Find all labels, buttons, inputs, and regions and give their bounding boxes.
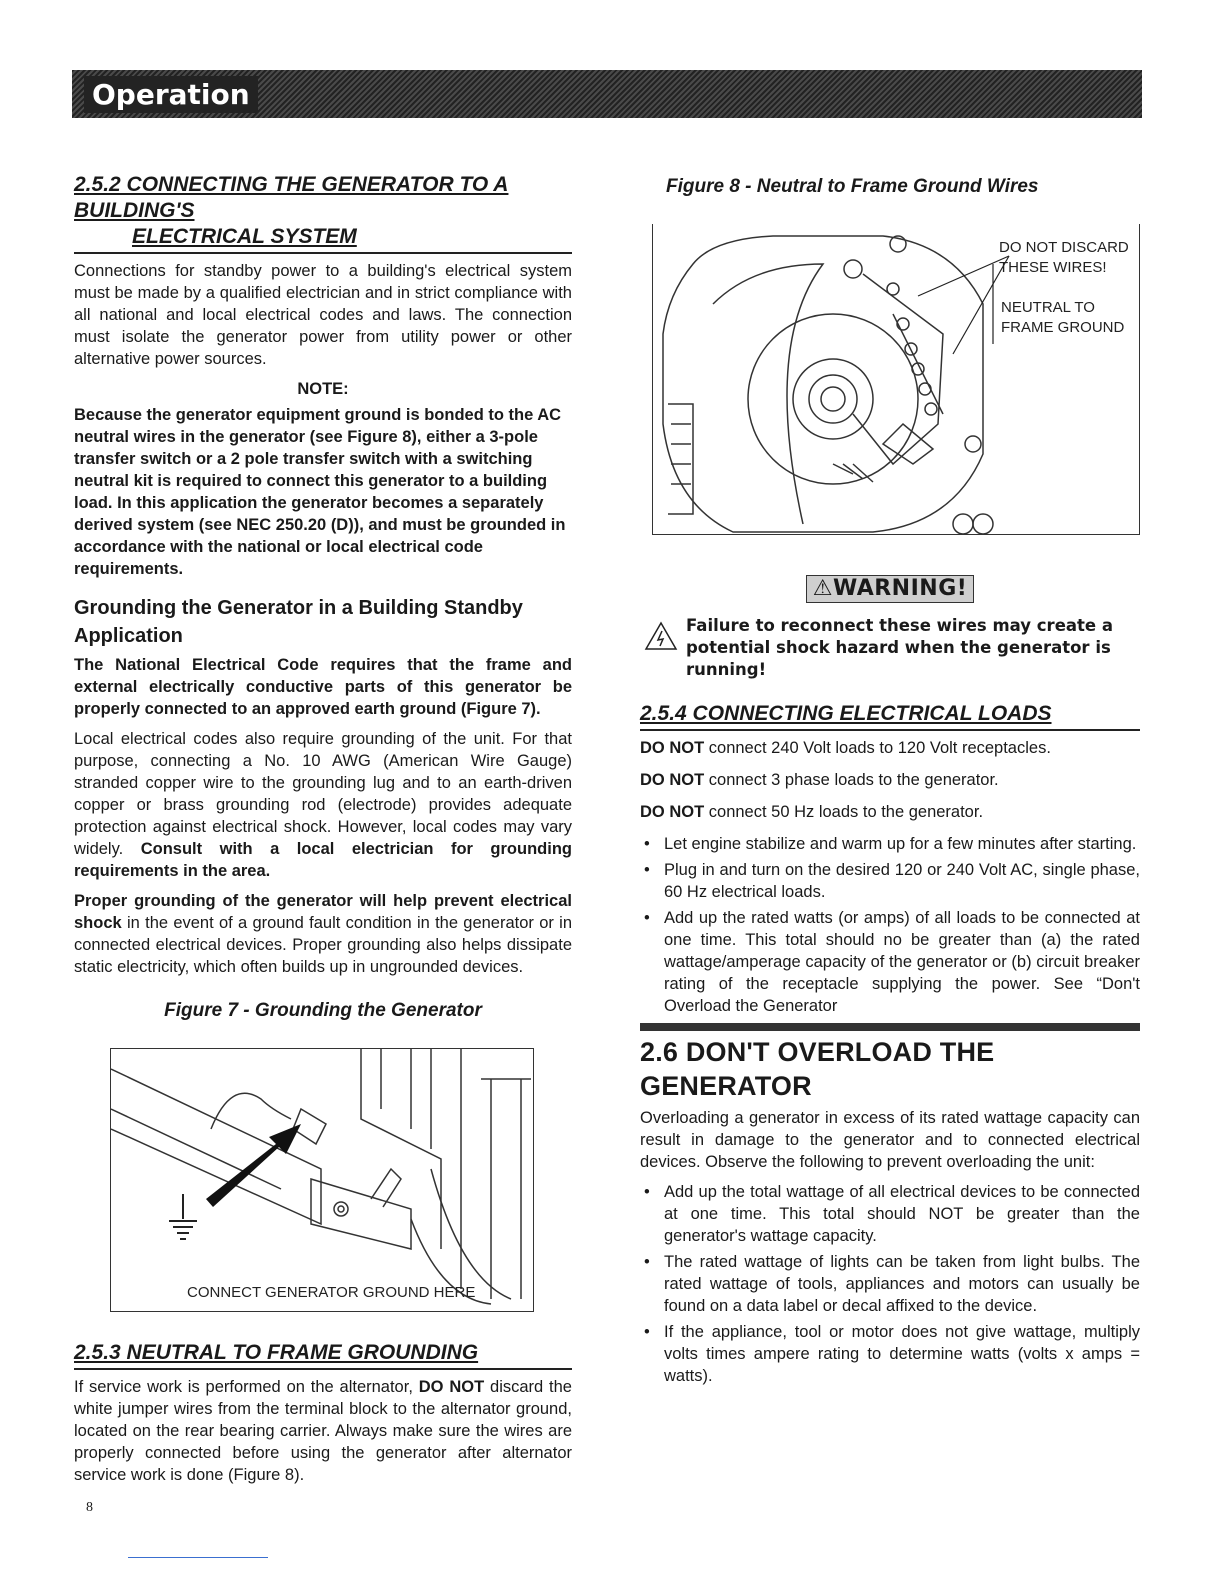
shock-hazard-icon xyxy=(644,621,678,651)
warning-badge-wrap xyxy=(640,575,1140,603)
section-2-5-3-heading: 2.5.3 NEUTRAL TO FRAME GROUNDING xyxy=(74,1340,572,1370)
figure-8-label-neutral-to-frame: NEUTRAL TO FRAME GROUND xyxy=(1001,299,1125,336)
grounding-paragraph-2: Local electrical codes also require grounding of the unit. For that purpose, connecting a No. 10 AWG (American Wire Gauge) stranded copper wire to the grounding lug and to an earth-driven copper or brass grounding rod (electrode) provides adequate protection against electrical shock. However, local codes may vary widely. Consult with a local electrician for grounding requirements in the area. xyxy=(74,730,572,880)
section-2-5-3-paragraph: If service work is performed on the alternator, DO NOT discard the white jumper wires from the terminal block to the alternator ground, located on the rear bearing carrier. Always make sure the wires are properly connected before using the generator after alternator service work is done (Figure 8). xyxy=(74,1378,572,1484)
list-item: • If the appliance, tool or motor does not give wattage, multiply volts times ampere rating to determine watts (volts x amps = watts). xyxy=(640,1321,1140,1387)
warning-badge: ⚠WARNING! xyxy=(806,575,975,603)
rule-3: DO NOT connect 50 Hz loads to the generator. xyxy=(640,803,984,821)
rule-2: DO NOT connect 3 phase loads to the generator. xyxy=(640,771,999,789)
grounding-paragraph-3: Proper grounding of the generator will help prevent electrical shock in the event of a ground fault condition in the generator or in connected electrical devices. Proper grounding also helps dissipate static electricity, which often builds up in ungrounded devices. xyxy=(74,892,572,976)
list-item: • Let engine stabilize and warm up for a few minutes after starting. xyxy=(640,833,1140,855)
list-item: • Add up the rated watts (or amps) of all loads to be connected at one time. This total should no be greater than (a) the rated wattage/amperage capacity of the generator or (b) circuit breaker rating of the receptacle supplying the power. See “Don't Overload the Generator xyxy=(640,907,1140,1017)
figure-8-alternator-illustration xyxy=(652,224,1140,535)
loads-bullet-list xyxy=(640,833,1140,1017)
warning-message: Failure to reconnect these wires may create a potential shock hazard when the generator is running! xyxy=(640,615,1140,681)
figure-7-grounding-illustration xyxy=(110,1048,534,1312)
page-number: 8 xyxy=(86,1500,93,1515)
figure-8-caption: Figure 8 - Neutral to Frame Ground Wires xyxy=(666,176,1039,197)
list-item: • Add up the total wattage of all electrical devices to be connected at one time. This total should NOT be greater than the generator's wattage capacity. xyxy=(640,1181,1140,1247)
rule-1: DO NOT connect 240 Volt loads to 120 Volt receptacles. xyxy=(640,739,1051,757)
section-2-5-2-paragraph: Connections for standby power to a building's electrical system must be made by a qualified electrician and in strict compliance with all national and local electrical codes and laws. The connection must isolate the generator power from utility power or other alternative power sources. xyxy=(74,262,572,368)
figure-8-label-do-not-discard: DO NOT DISCARD THESE WIRES! xyxy=(999,239,1129,276)
section-2-5-4-heading: 2.5.4 CONNECTING ELECTRICAL LOADS xyxy=(640,701,1140,731)
overload-bullet-list xyxy=(640,1181,1140,1387)
warning-triangle-icon: ⚠ xyxy=(812,576,833,601)
section-title: Operation xyxy=(84,76,258,113)
grounding-bold-paragraph: The National Electrical Code requires that the frame and external electrically conductive parts of this generator be properly connected to an approved earth ground (Figure 7). xyxy=(74,656,572,718)
list-item: • The rated wattage of lights can be taken from light bulbs. The rated wattage of tools, appliances and motors can usually be found on a data label or decal affixed to the device. xyxy=(640,1251,1140,1317)
ground-symbol-icon xyxy=(169,1194,197,1239)
section-banner xyxy=(72,70,1142,118)
figure-7-caption: Figure 7 - Grounding the Generator xyxy=(164,1000,482,1021)
right-column xyxy=(640,176,1140,1393)
note-text: Because the generator equipment ground is bonded to the AC neutral wires in the generator (see Figure 8), either a 3-pole transfer switch or a 2 pole transfer switch with a switching neutral kit is required to connect this generator to a building load. In this application the generator becomes a separately derived system (see NEC 250.20 (D)), and must be grounded in accordance with the national or local electrical code requirements. xyxy=(74,406,566,578)
left-column xyxy=(74,172,572,1494)
figure-7-label: CONNECT GENERATOR GROUND HERE xyxy=(187,1284,476,1301)
note-label: NOTE: xyxy=(297,380,349,398)
section-2-5-2-heading: 2.5.2 CONNECTING THE GENERATOR TO A BUILDING'S ELECTRICAL SYSTEM xyxy=(74,172,572,254)
generator-ground-lug-drawing xyxy=(111,1049,533,1311)
list-item: • Plug in and turn on the desired 120 or 240 Volt AC, single phase, 60 Hz electrical loads. xyxy=(640,859,1140,903)
bottom-rule xyxy=(128,1557,268,1558)
callout-leader-lines xyxy=(918,256,1009,354)
section-2-6-paragraph: Overloading a generator in excess of its rated wattage capacity can result in damage to the generator and to connected electrical devices. Observe the following to prevent overloading the unit: xyxy=(640,1109,1140,1171)
section-2-6-heading: 2.6 DON'T OVERLOAD THE GENERATOR xyxy=(640,1023,1140,1103)
grounding-heading: Grounding the Generator in a Building Standby Application xyxy=(74,597,523,647)
